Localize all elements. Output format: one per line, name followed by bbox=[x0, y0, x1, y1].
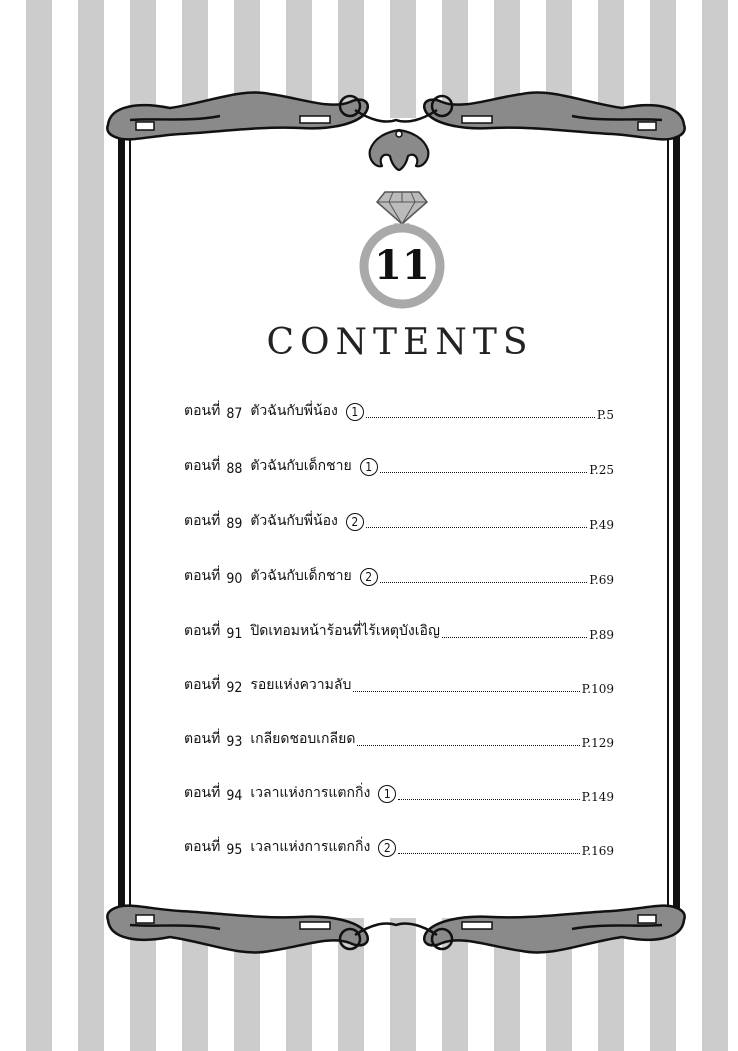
episode-number: 93 bbox=[226, 734, 243, 750]
episode-title: เกลียดชอบเกลียด bbox=[250, 731, 356, 747]
toc-row-92 bbox=[184, 672, 614, 696]
toc-row-91 bbox=[184, 618, 614, 642]
page-number: P.169 bbox=[581, 844, 614, 858]
toc-row-95 bbox=[184, 834, 614, 858]
episode-number: 92 bbox=[226, 680, 243, 696]
episode-label: ตอนที่ bbox=[184, 623, 221, 639]
toc-row-89 bbox=[184, 508, 614, 532]
episode-title: ปิดเทอมหน้าร้อนที่ไร้เหตุบังเอิญ bbox=[250, 623, 440, 639]
episode-title: รอยแห่งความลับ bbox=[250, 677, 352, 693]
episode-number: 87 bbox=[226, 406, 243, 422]
episode-title: ตัวฉันกับเด็กชาย bbox=[250, 568, 352, 584]
bottom-ornament-icon bbox=[100, 885, 692, 965]
volume-number: 11 bbox=[374, 242, 430, 289]
part-number-badge: 1 bbox=[346, 403, 364, 421]
episode-title: ตัวฉันกับพี่น้อง bbox=[250, 513, 338, 529]
episode-title: ตัวฉันกับเด็กชาย bbox=[250, 458, 352, 474]
dot-leader bbox=[357, 745, 579, 746]
episode-title: ตัวฉันกับพี่น้อง bbox=[250, 403, 338, 419]
page-number: P.49 bbox=[589, 518, 614, 532]
frame-inner-line-left bbox=[129, 118, 131, 918]
episode-label: ตอนที่ bbox=[184, 839, 221, 855]
episode-label: ตอนที่ bbox=[184, 403, 221, 419]
dot-leader bbox=[398, 799, 579, 800]
episode-title: เวลาแห่งการแตกกิ่ง bbox=[250, 785, 371, 801]
dot-leader bbox=[398, 853, 579, 854]
dot-leader bbox=[380, 582, 588, 583]
episode-number: 94 bbox=[226, 788, 243, 804]
episode-label: ตอนที่ bbox=[184, 458, 221, 474]
episode-number: 95 bbox=[226, 842, 243, 858]
episode-number: 88 bbox=[226, 461, 243, 477]
toc-row-88 bbox=[184, 453, 614, 477]
part-number-badge: 2 bbox=[360, 568, 378, 586]
part-number-badge: 1 bbox=[360, 458, 378, 476]
contents-heading: CONTENTS bbox=[266, 322, 534, 363]
episode-number: 90 bbox=[226, 571, 243, 587]
part-number-badge: 2 bbox=[346, 513, 364, 531]
episode-label: ตอนที่ bbox=[184, 513, 221, 529]
episode-number: 91 bbox=[226, 626, 243, 642]
dot-leader bbox=[442, 637, 587, 638]
dot-leader bbox=[366, 417, 595, 418]
part-number-badge: 2 bbox=[378, 839, 396, 857]
page-number: P.89 bbox=[589, 628, 614, 642]
page-number: P.69 bbox=[589, 573, 614, 587]
page-number: P.109 bbox=[581, 682, 614, 696]
page-number: P.149 bbox=[581, 790, 614, 804]
episode-label: ตอนที่ bbox=[184, 731, 221, 747]
dot-leader bbox=[366, 527, 587, 528]
toc-row-93 bbox=[184, 726, 614, 750]
episode-label: ตอนที่ bbox=[184, 568, 221, 584]
frame-inner-line-right bbox=[667, 118, 669, 918]
toc-row-90 bbox=[184, 563, 614, 587]
page-number: P.5 bbox=[596, 408, 614, 422]
toc-row-94 bbox=[184, 780, 614, 804]
part-number-badge: 1 bbox=[378, 785, 396, 803]
page-number: P.25 bbox=[589, 463, 614, 477]
toc-row-87 bbox=[184, 398, 614, 422]
dot-leader bbox=[353, 691, 579, 692]
episode-number: 89 bbox=[226, 516, 243, 532]
episode-title: เวลาแห่งการแตกกิ่ง bbox=[250, 839, 371, 855]
page-number: P.129 bbox=[581, 736, 614, 750]
episode-label: ตอนที่ bbox=[184, 785, 221, 801]
dot-leader bbox=[380, 472, 588, 473]
episode-label: ตอนที่ bbox=[184, 677, 221, 693]
leaf-ornament-icon bbox=[366, 126, 432, 174]
